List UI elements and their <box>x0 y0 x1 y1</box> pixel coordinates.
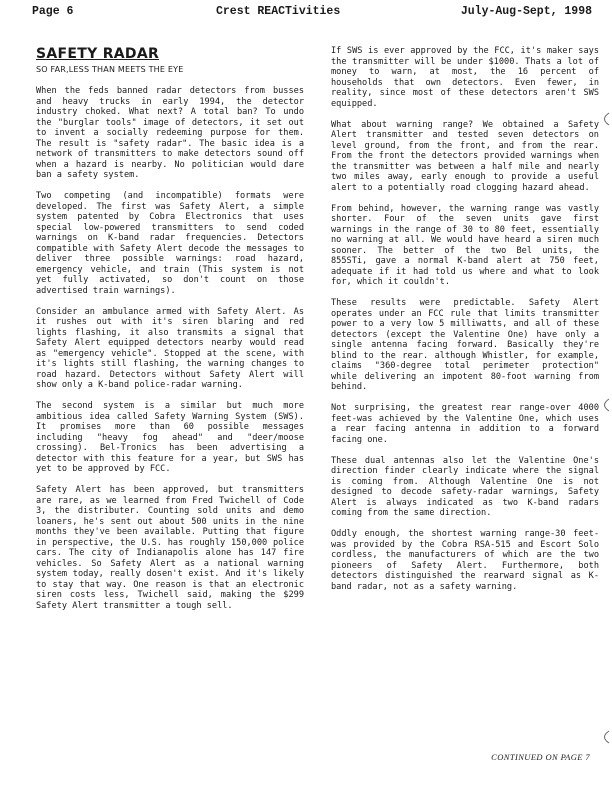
paragraph: Not surprising, the greatest rear range-over 4000 feet-was achieved by the Valentine One, which uses a rear facing antenna in addition to a forward facing one. <box>331 403 599 445</box>
paragraph: Oddly enough, the shortest warning range-30 feet-was provided by the Cobra RSA-515 and Escort Solo cordless, the manufacturers of which are the two pioneers of Safety Alert. Furthermore, both detectors distinguished the rearward signal as K-band radar, not as a safety warning. <box>331 529 599 592</box>
article-title: SAFETY RADAR <box>36 46 160 62</box>
paragraph: Consider an ambulance armed with Safety Alert. As it rushes out with it's siren blaring and red lights flashing, it also transmits a signal that Safety Alert equipped detectors nearby would read as "emergency vehicle". Stopped at the scene, with it's lights still flashing, the warning changes to road hazard. Detectors without Safety Alert will show only a K-band police-radar warning. <box>36 306 304 390</box>
page-number: Page 6 <box>32 5 74 18</box>
left-column <box>36 86 304 622</box>
page-header <box>32 5 592 21</box>
paragraph: From behind, however, the warning range was vastly shorter. Four of the seven units gave first warnings in the range of 30 to 80 feet, essentially no warning at all. We would have heard a siren much sooner. The better of the two Bel units, the 855STi, gave a normal K-band alert at 750 feet, adequate if it had told us where and what to look for, which it couldn't. <box>331 203 599 287</box>
paragraph: Two competing (and incompatible) formats were developed. The first was Safety Alert, a simple system patented by Cobra Electronics that uses special low-powered transmitters to send coded warnings on K-band radar frequencies. Detectors compatible with Safety Alert decode the messages to deliver three possible warnings: road hazard, emergency vehicle, and train (This system is not yet fully activated, so don't count on those advertised train warnings). <box>36 191 304 296</box>
paragraph: These dual antennas also let the Valentine One's direction finder clearly indicate where the signal is coming from. Although Valentine One is not designed to decode safety-radar warnings, Safety Alert is always indicated as two K-band radars coming from the same direction. <box>331 455 599 518</box>
publication-name: Crest REACTivities <box>216 5 341 18</box>
article-subtitle: SO FAR,LESS THAN MEETS THE EYE <box>36 65 184 74</box>
right-column <box>331 46 599 603</box>
paragraph: What about warning range? We obtained a Safety Alert transmitter and tested seven detectors on level ground, from the front, and from the rear. From the front the detectors provided warnings when the transmitter was between a half mile and nearly two miles away, early enough to provide a useful alert to a potentially road clogging hazard ahead. <box>331 119 599 193</box>
binder-hole-mark <box>598 112 610 126</box>
binder-hole-mark <box>598 398 610 412</box>
paragraph: When the feds banned radar detectors from busses and heavy trucks in early 1994, the detector industry choked. What next? A total ban? To undo the "burglar tools" image of detectors, it set out to invent a socially redeeming purpose for them. The result is "safety radar". The basic idea is a network of transmitters to make detectors sound off when a hazard is nearby. No politician would dare ban a safety system. <box>36 86 304 180</box>
continued-notice: CONTINUED ON PAGE 7 <box>491 752 590 762</box>
paragraph: Safety Alert has been approved, but transmitters are rare, as we learned from Fred Twichell of Code 3, the distributer. Counting sold units and demo loaners, he's sent out about 500 units in the nine months they've been available. Putting that figure in perspective, the U.S. has roughly 150,000 police cars. The city of Indianapolis alone has 147 fire vehicles. So Safety Alert as a national warning system today, really dosen't exist. And it's likely to stay that way. One reason is that an electronic siren costs less, Twichell said, making the $299 Safety Alert transmitter a tough sell. <box>36 485 304 611</box>
paragraph: The second system is a similar but much more ambitious idea called Safety Warning System (SWS). It promises more than 60 possible messages including "heavy fog ahead" and "deer/moose crossing). Bel-Tronics has been advertising a detector with this feature for a year, but SWS has yet to be approved by FCC. <box>36 401 304 474</box>
paragraph: If SWS is ever approved by the FCC, it's maker says the transmitter will be under $1000. Thats a lot of money to warn, at most, the 16 percent of households that own detectors. Even fewer, in reality, since most of these detectors aren't SWS equipped. <box>331 46 599 109</box>
paragraph: These results were predictable. Safety Alert operates under an FCC rule that limits transmitter power to a very low 5 milliwatts, and all of these detectors (except the Valentine One) have only a single antenna facing forward. Basically they're blind to the rear. although Whistler, for example, claims "360-degree total perimeter protection" while delivering an impotent 80-foot warning from behind. <box>331 298 599 392</box>
binder-hole-mark <box>598 730 610 744</box>
issue-date: July-Aug-Sept, 1998 <box>460 5 592 18</box>
